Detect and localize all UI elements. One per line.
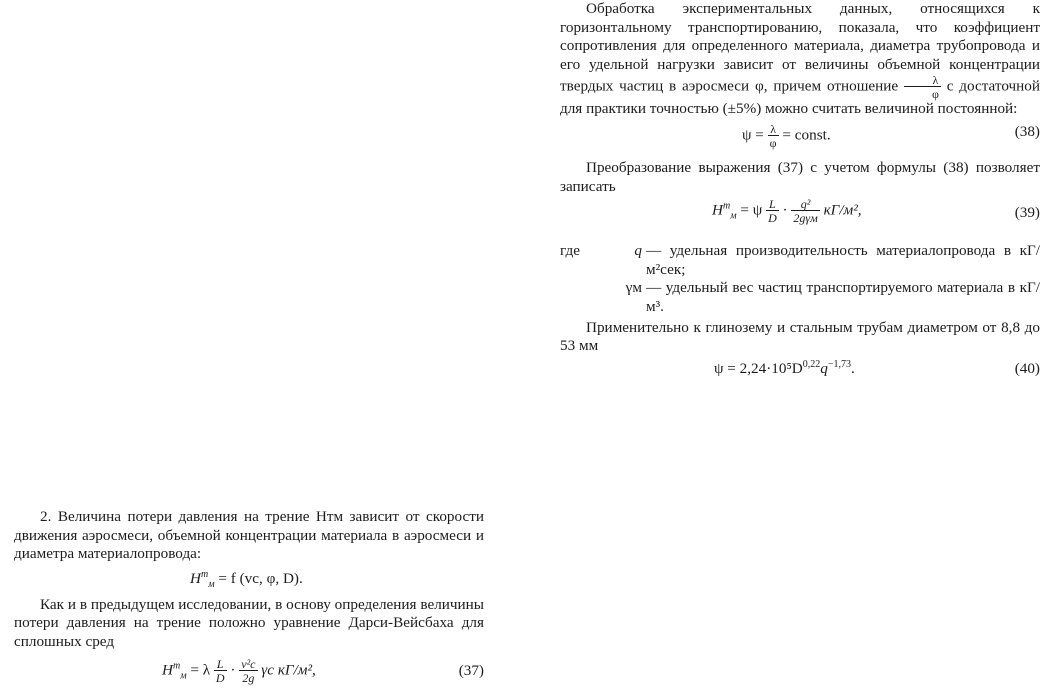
paragraph-transformation: Преобразование выражения (37) с учетом формулы (38) позволяет записать <box>560 158 1040 195</box>
left-column <box>14 508 484 688</box>
equation-39: $H^т_м = \psi$ $\frac{L}{D}$ · $\frac{\text{q²}}{\text{2gγм}}$ кГ/м², (39) <box>712 197 1040 226</box>
paragraph-experimental-data: Обработка экспериментальных данных, относящихся к горизонтальному транспортированию, показала, что коэффициент сопротивления для определенного материала, диаметра трубопровода и его удельной нагрузки зависит от величины объемной концентрации твердых частиц в аэросмеси φ, причем отношение $\frac{\lambda}{\varphi}$ с достаточной для практики точностью (±5%) можно считать величиной постоянной: <box>560 0 1041 118</box>
right-column <box>560 0 1040 382</box>
equation-function: $H^т_м = f$ (vс, φ, D). <box>190 568 303 590</box>
paragraph-pressure-loss: 2. Величина потери давления на трение Hтм зависит от скорости движения аэросмеси, объемной концентрации материала в аэросмеси и диаметра материалопровода: <box>14 508 484 563</box>
equation-number-38: (38) <box>1014 122 1040 140</box>
paragraph-alumina: Применительно к глинозему и стальным трубам диаметром от 8,8 до 53 мм <box>560 318 1040 355</box>
equation-38: ψ = $\frac{\lambda}{\varphi}$ = const. (38) <box>742 121 1040 150</box>
equation-37: $H^т_м = \lambda$ $\frac{L}{D}$ · $\frac{\text{v²с}}{2g}$ γс кГ/м², (37) <box>162 656 484 685</box>
equation-number-40: (40) <box>1014 359 1040 377</box>
definition-q: где q — удельная производительность материалопровода в кГ/м²сек; <box>560 242 1040 278</box>
ratio-fraction: $\frac{\lambda}{\varphi}$ <box>904 74 941 100</box>
equation-40: $\psi = 2,24\cdot 10^5D^{0,22}q^{-1,73}$. (40) <box>714 358 1040 377</box>
equation-number-39: (39) <box>1014 204 1040 222</box>
equation-number-37: (37) <box>458 661 484 679</box>
paragraph-darcy-weisbach: Как и в предыдущем исследовании, в основу определения величины потери давления на трение положно уравнение Дарси-Вейсбаха для сплошных сред <box>14 595 484 650</box>
definition-gamma: γм — удельный вес частиц транспортируемого материала в кГ/м³. <box>625 279 1040 315</box>
